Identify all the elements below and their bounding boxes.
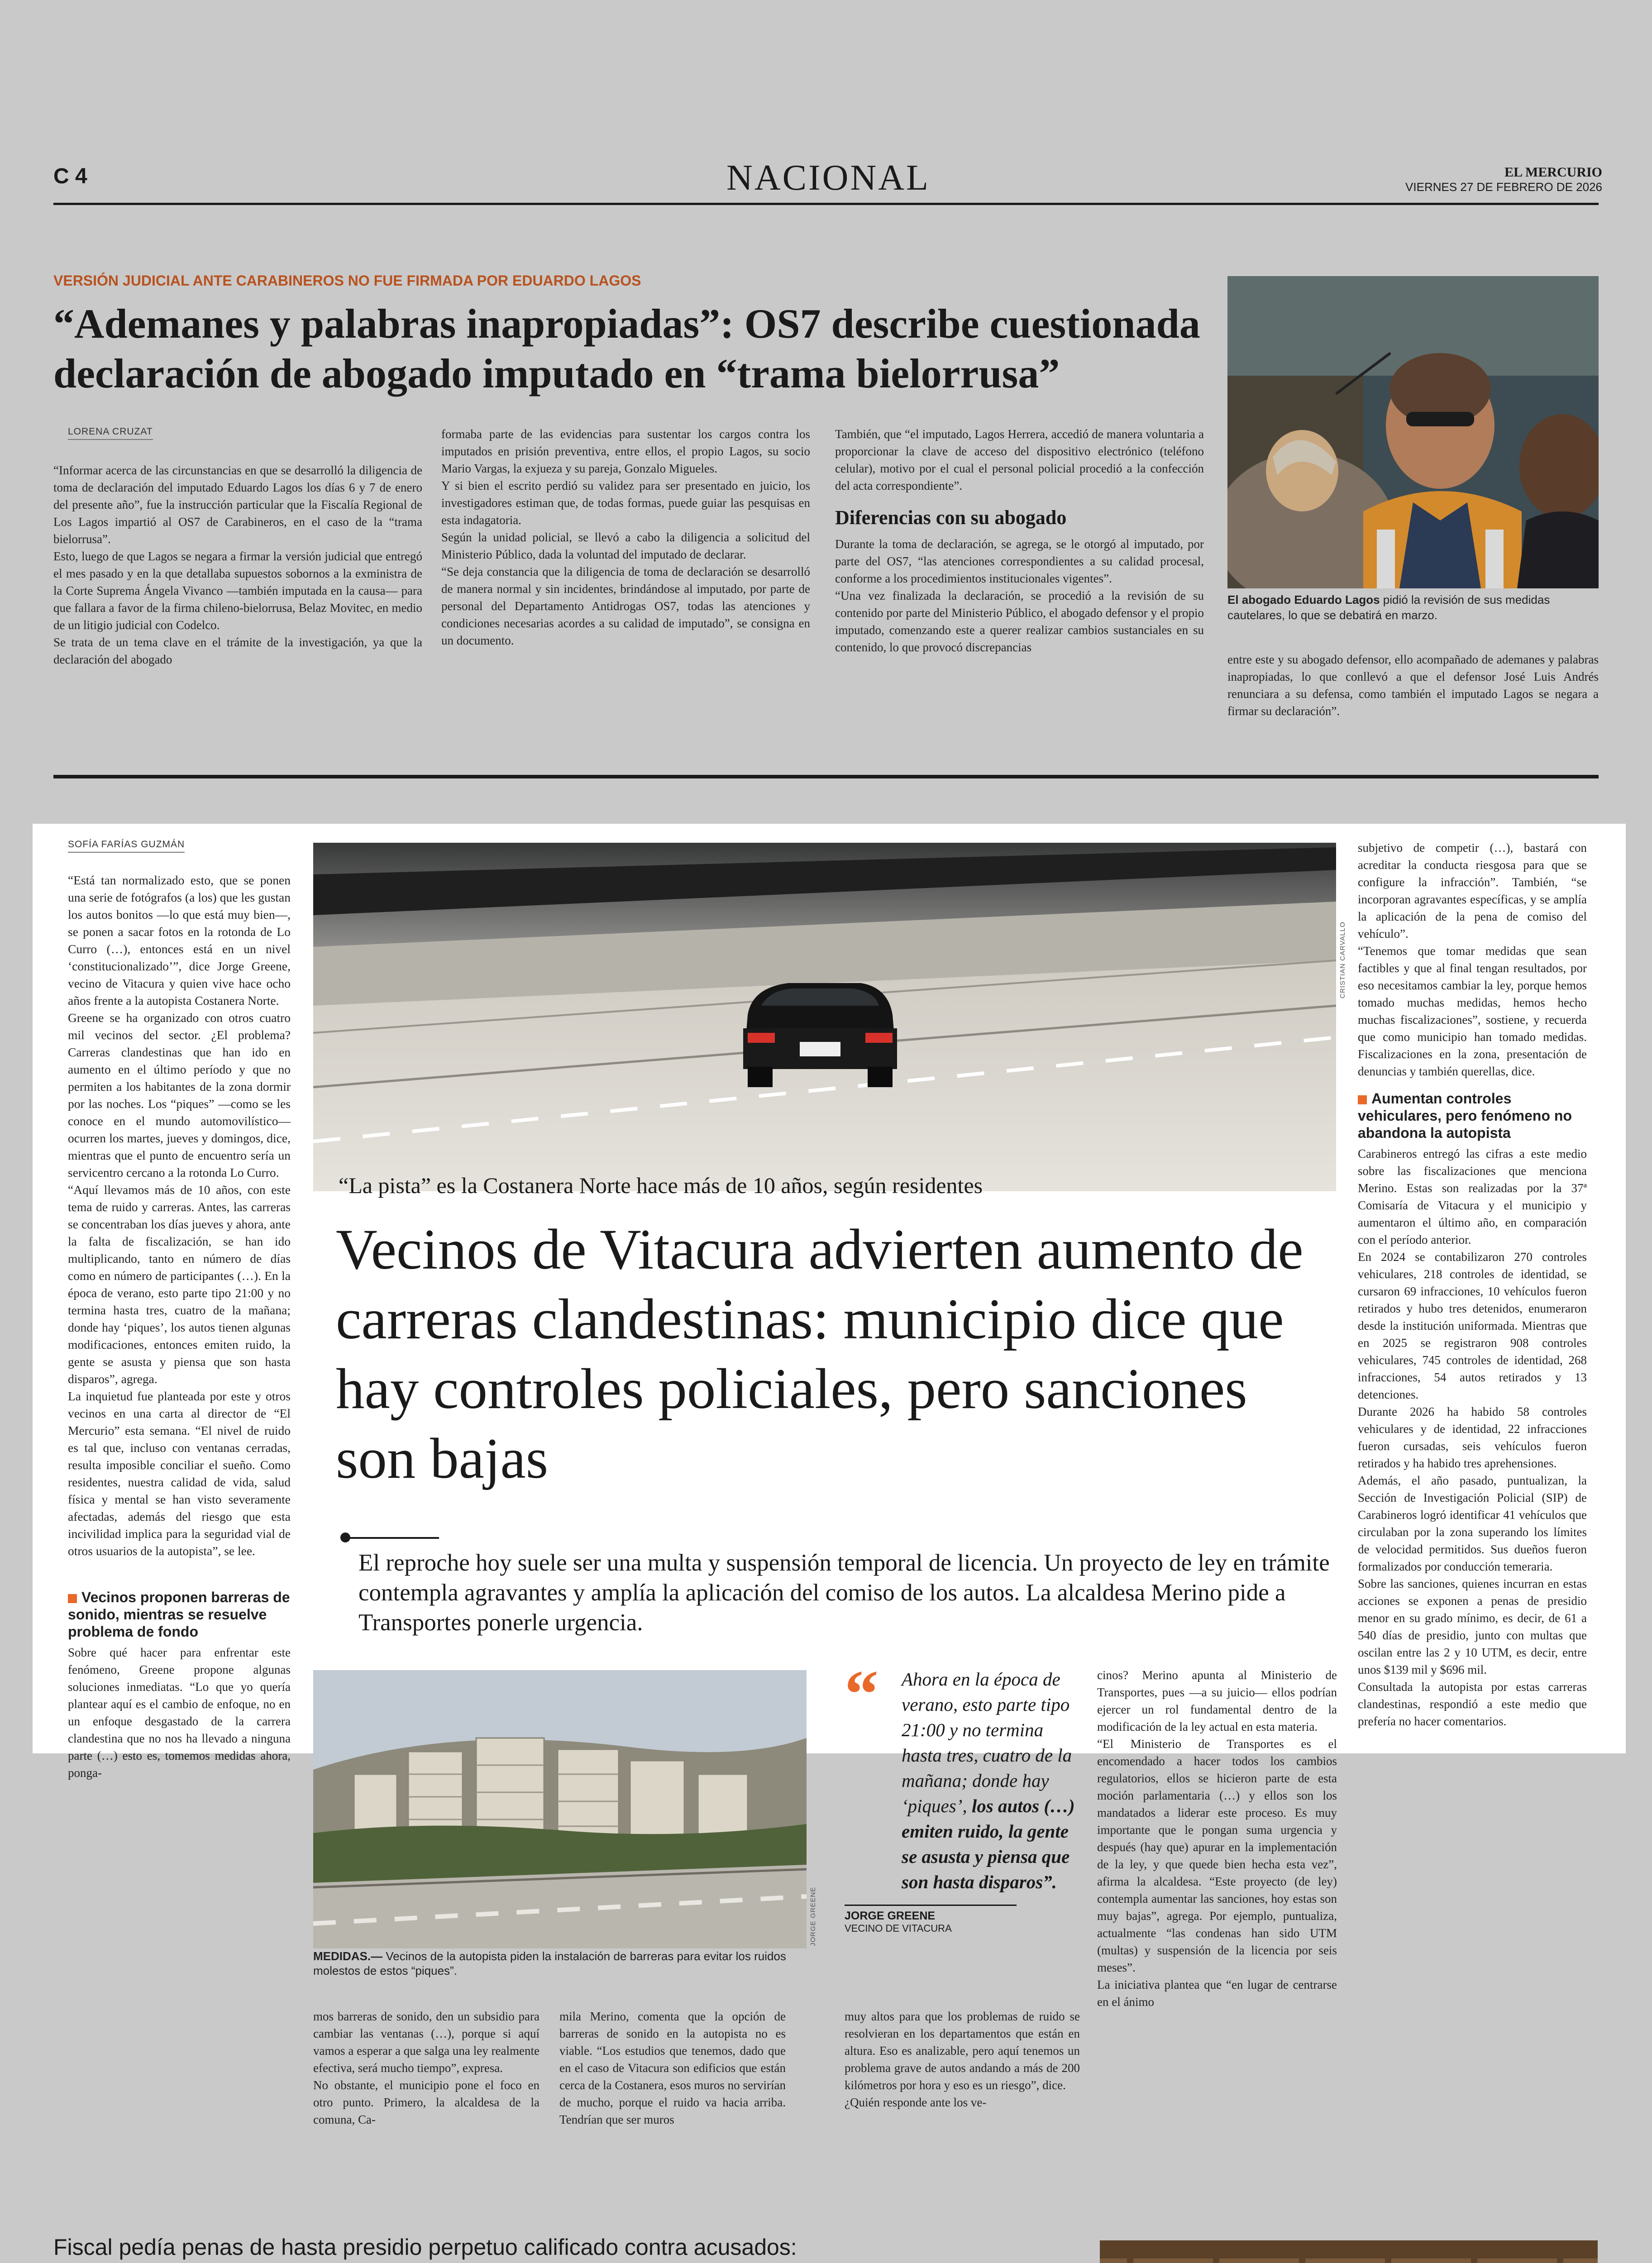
article2-deck: El reproche hoy suele ser una multa y suspensión temporal de licencia. Un proyecto de ley en trámite contempla agravantes y amplía la aplicación del comiso de los autos. La alcaldesa Merino pide a Transportes ponerle urgencia.: [358, 1550, 1330, 1636]
article2-bottom-col3: muy altos para que los problemas de ruido se resolvieran en los departamentos que están en altura. Eso es analizable, pero aquí tenemos un problema grave de autos andando a más de 200 kilómetros por hora y eso es un riesgo”, dice. ¿Quién responde ante los ve-: [845, 2010, 1080, 2109]
article3-kicker: Fiscal pedía penas de hasta presidio perpetuo calificado contra acusados:: [53, 2234, 797, 2260]
article2-bottom-col1: mos barreras de sonido, den un subsidio para cambiar las ventanas (…), porque si aquí vamos a esperar a que salga una ley realmente efectiva, será mucho tiempo”, expresa. No obstante, el municipio pone el foco en otro punto. Primero, la alcaldesa de la comuna, Ca-: [313, 2010, 540, 2126]
article1-col2: formaba parte de las evidencias para sustentar los cargos contra los imputados en prisión preventiva, entre ellos, el propio Lagos, su socio Mario Vargas, la exjueza y su pareja, Gonzalo Migueles. Y si bien el escrito perdió su validez para ser presentado en juicio, los investigadores estiman que, de todas formas, puede guiar las pesquisas en esta indagatoria. Según la unidad policial, se llevó a cabo la diligencia a solicitud del Ministerio Público, dada la voluntad del imputado de declarar. “Se deja constancia que la diligencia de toma de declaración se desarrolló de manera normal y sin incidentes, brindándose al imputado, por parte de personal del Departamento Antidrogas OS7, todas las atenciones y condiciones necesarias acordes a su calidad de imputado”, se consigna en un documento.: [441, 427, 810, 647]
article2-mid-col: cinos? Merino apunta al Ministerio de Transportes, pues —a su juicio— ellos podrían ejercer un rol fundamental dentro de la modificación de la ley actual en esta materia. “El Ministerio de Transportes es el encomendado a hacer todos los cambios regulatorios, ellos se hicieron parte de esta moción parlamentaria (…) y ellos son los mandatados a liderar este proceso. Es muy importante que le pongan suma urgencia y después (hay que) apurar en la implementación de la ley, y que quede bien hecha esta vez”, afirma la alcaldesa. “Este proyecto (de ley) contempla aumentar las sanciones, hoy estas son muy bajas”, agrega. Por ejemplo, puntualiza, actualmente “las condenas han sido UTM (multas) y suspensión de la licencia por seis meses”. La iniciativa plantea que “en lugar de centrarse en el ánimo: [1097, 1668, 1337, 2009]
quote-text: [845, 1666, 1080, 1895]
article2-right-text2: Carabineros entregó las cifras a este medio sobre las fiscalizaciones que menciona Merino. Estas son realizadas por la 37ª Comisaría de Vitacura y el municipio y aumentaron el último año, en comparación con el período anterior. En 2024 se contabilizaron 270 controles vehiculares, 218 controles de identidad, se cursaron 69 infracciones, 10 vehículos fueron retirados y hubo tres detenidos, enumeraron desde la institución uniformada. Mientras que en 2025 se registraron 908 controles vehiculares, 745 controles de identidad, 268 infracciones, 54 autos retirados y 13 detenciones. Durante 2026 ha habido 58 controles vehiculares y de identidad, 22 infracciones fueron cursadas, seis vehículos fueron retirados y ha habido tres aprehensiones. Además, el año pasado, puntualizan, la Sección de Investigación Policial (SIP) de Carabineros logró identificar 41 vehículos que circulaban por la zona superando los límites de velocidad permitidos. Sus dueños fueron formalizados por conducción temeraria. Sobre las sanciones, quienes incurran en estas acciones se exponen a penas de presidio menor en su grado mínimo, es decir, de 61 a 540 días de presidio, junto con multas que oscilan entre las 2 y 10 UTM, es decir, entre unos $139 mil y $696 mil. Consultada la autopista por estas carreras clandestinas, respondió a este medio que prefería no hacer comentarios.: [1358, 1147, 1587, 1728]
quote-rule: [845, 1905, 1017, 1906]
article3-headline: [53, 2261, 1067, 2263]
article1-col3: [835, 425, 1204, 656]
article2-pull-quote: [845, 1657, 1080, 1934]
article2-right-col: [1358, 839, 1587, 1730]
quote-name: JORGE GREENE: [845, 1910, 936, 1922]
article2-left-subhead-text: [68, 1589, 291, 1640]
article2-headline: Vecinos de Vitacura advierten aumento de carreras clandestinas: municipio dice que hay controles policiales, pero sanciones son bajas: [336, 1218, 1303, 1490]
caption2-text: Vecinos de la autopista piden la instalación de barreras para evitar los ruidos molestos de estos “piques”.: [313, 1949, 786, 1977]
caption2-bold: MEDIDAS.—: [313, 1949, 383, 1963]
article1-photo: [1227, 276, 1599, 588]
right-subhead-label: Aumentan controles vehiculares, pero fenómeno no abandona la autopista: [1358, 1090, 1572, 1141]
article2-left-col2: Sobre qué hacer para enfrentar este fenómeno, Greene propone algunas soluciones inmediatas. “Lo que yo quería plantear aquí es el cambio de enfoque, no en un enfoque desgastado de la carrera clandestina que no nos ha llevado a ninguna parte (…) esto es, tomemos medidas ahora, ponga-: [68, 1646, 291, 1780]
article1-byline: LORENA CRUZAT: [68, 426, 153, 440]
article2-right-text: subjetivo de competir (…), bastará con acreditar la conducta riesgosa para que se configure la infracción”. También, “se incorporan agravantes específicas, y se amplía la aplicación de la pena de comiso del vehículo”. “Tenemos que tomar medidas que sean factibles y que al final tengan resultados, por eso necesitamos cambiar la ley, porque hemos tomado muchas medidas, hemos hecho muchas fiscalizaciones”, sostiene, y recuerda que como municipio han tomado medidas. Fiscalizaciones en la zona, presentación de denuncias y también querellas, dice.: [1358, 841, 1587, 1078]
orange-square-icon: [1358, 1095, 1367, 1104]
caption-bold: El abogado Eduardo Lagos: [1227, 593, 1380, 606]
article2-left-col: “Está tan normalizado esto, que se ponen una serie de fotógrafos (a los) que les gustan los autos bonitos —lo que está muy bien—, se ponen a sacar fotos en la rotonda de Lo Curro (…), entonces está en un nivel ‘constitucionalizado’”, dice Jorge Greene, vecino de Vitacura y quien vive hace ocho años frente a la autopista Costanera Norte. Greene se ha organizado con otros cuatro mil vecinos del sector. ¿El problema? Carreras clandestinas que han ido en aumento en el último período y que no permiten a los habitantes de la zona dormir por las noches. Los “piques” —como se les conoce en el mundo automovilístico— ocurren los martes, jueves y domingos, dice, mientras que el punto de encuentro sería un servicentro cercano a la rotonda Lo Curro. “Aquí llevamos más de 10 años, con este tema de ruido y carreras. Antes, las carreras se concentraban los días jueves y ahora, ante la falta de fiscalización, se han ido multiplicando, tanto en número de días como en número de participantes (…). En la época de verano, esto parte tipo 21:00 y no termina hasta tres, cuatro de la mañana; donde hay ‘piques’, los autos tienen algunas modificaciones, entonces emiten ruido, la gente se asusta y piensa que son hasta disparos”, agrega. La inquietud fue planteada por este y otros vecinos en una carta al director de “El Mercurio” esta semana. “El nivel de ruido es tal que, incluso con ventanas cerradas, resulta imposible conciliar el sueño. Como residentes, nuestra calidad de vida, salud física y mental se han visto severamente afectadas, además del riesgo que esta incivilidad implica para la seguridad vial de otros usuarios de la autopista”, se lee.: [68, 873, 291, 1558]
article1-kicker: VERSIÓN JUDICIAL ANTE CARABINEROS NO FUE FIRMADA POR EDUARDO LAGOS: [53, 272, 641, 289]
left-subhead-label: Vecinos proponen barreras de sonido, mientras se resuelve problema de fondo: [68, 1589, 290, 1640]
article1-bottom-rule: [53, 775, 1599, 778]
article1-headline: “Ademanes y palabras inapropiadas”: OS7 describe cuestionada declaración de abogado imputado en “trama bielorrusa”: [53, 301, 1200, 396]
article2-deck-bullet: [340, 1533, 350, 1542]
article2-kicker: “La pista” es la Costanera Norte hace más de 10 años, según residentes: [339, 1173, 983, 1198]
article2-photo2-credit: JORGE GREENE: [809, 1886, 817, 1946]
article2-right-subhead: [1358, 1090, 1587, 1141]
article1-col3-text2: Durante la toma de declaración, se agrega, se le otorgó al imputado, por parte del OS7, “las atenciones correspondientes a su calidad procesal, conforme a los procedimientos institucionales vigentes”. “Una vez finalizada la declaración, se procedió a la revisión de su contenido por parte del Ministerio Público, el abogado defensor y el propio imputado, comenzando este a querer realizar cambios sustanciales en su contenido, lo que provocó discrepancias: [835, 537, 1204, 654]
article1-col1: “Informar acerca de las circunstancias en que se desarrolló la diligencia de toma de declaración del imputado Eduardo Lagos los días 6 y 7 de enero del presente año”, fue la instrucción particular que la Fiscalía Regional de Los Lagos impartió al OS7 de Carabineros, en el caso de la “trama bielorrusa”. Esto, luego de que Lagos se negara a firmar la versión judicial que entregó el mes pasado y en la que detallaba supuestos sobornos a la exministra de la Corte Suprema Ángela Vivanco —también imputada en la causa— para que fallara a favor de la firma chileno-bielorrusa, Belaz Movitec, en medio de un litigio judicial con Codelco. Se trata de un tema clave en el trámite de la investigación, ya que la declaración del abogado: [53, 463, 422, 666]
article2-photo-credit: CRISTIAN CARVALLO: [1339, 921, 1346, 998]
article1-subhead: Diferencias con su abogado: [835, 506, 1067, 529]
quote-bold: los autos (…) emiten ruido, la gente se asusta y piensa que son hasta disparos”.: [902, 1795, 1075, 1892]
article2-byline: SOFÍA FARÍAS GUZMÁN: [68, 839, 185, 853]
quote-role: VECINO DE VITACURA: [845, 1923, 952, 1934]
article2-left-lower: [68, 1589, 291, 1781]
article1-photo-caption: [1227, 592, 1599, 623]
caption-text: pidió la revisión de sus medidas cautelares, lo que se debatirá en marzo.: [1227, 593, 1550, 622]
section-title: NACIONAL: [726, 158, 930, 198]
page-number: C 4: [53, 164, 87, 188]
article3-photo: [1100, 2240, 1598, 2263]
issue-date: VIERNES 27 DE FEBRERO DE 2026: [1405, 180, 1602, 194]
article2-secondary-photo: [313, 1670, 807, 1948]
article2-photo2-caption: [313, 1949, 807, 1978]
article2-bottom-col2: mila Merino, comenta que la opción de barreras de sonido en la autopista no es viable. “Los estudios que tenemos, dado que en el caso de Vitacura son edificios que están cerca de la Costanera, esos muros no servirían de mucho, porque el ruido va hacia arriba. Tendrían que ser muros: [559, 2010, 786, 2126]
newspaper-name: EL MERCURIO: [1504, 165, 1602, 180]
article2-deck-rule: [344, 1537, 439, 1539]
article1-col3-text: También, que “el imputado, Lagos Herrera, accedió de manera voluntaria a proporcionar la clave de acceso del dispositivo electrónico (teléfono celular), motivo por el cual el personal policial procedió a la confección del acta correspondiente”.: [835, 427, 1204, 492]
quote-mark-icon: “: [845, 1657, 879, 1732]
article2-main-photo: [313, 843, 1336, 1191]
quote-normal: Ahora en la época de verano, esto parte tipo 21:00 y no termina hasta tres, cuatro de la mañana; donde hay ‘piques’,: [902, 1669, 1072, 1816]
header-rule: [53, 203, 1599, 205]
orange-square-icon: [68, 1594, 77, 1603]
article1-col4: entre este y su abogado defensor, ello acompañado de ademanes y palabras inapropiadas, lo que conllevó a que el defensor José Luis Andrés renunciara a su defensa, como también el imputado Lagos se negara a firmar su declaración”.: [1227, 653, 1599, 718]
